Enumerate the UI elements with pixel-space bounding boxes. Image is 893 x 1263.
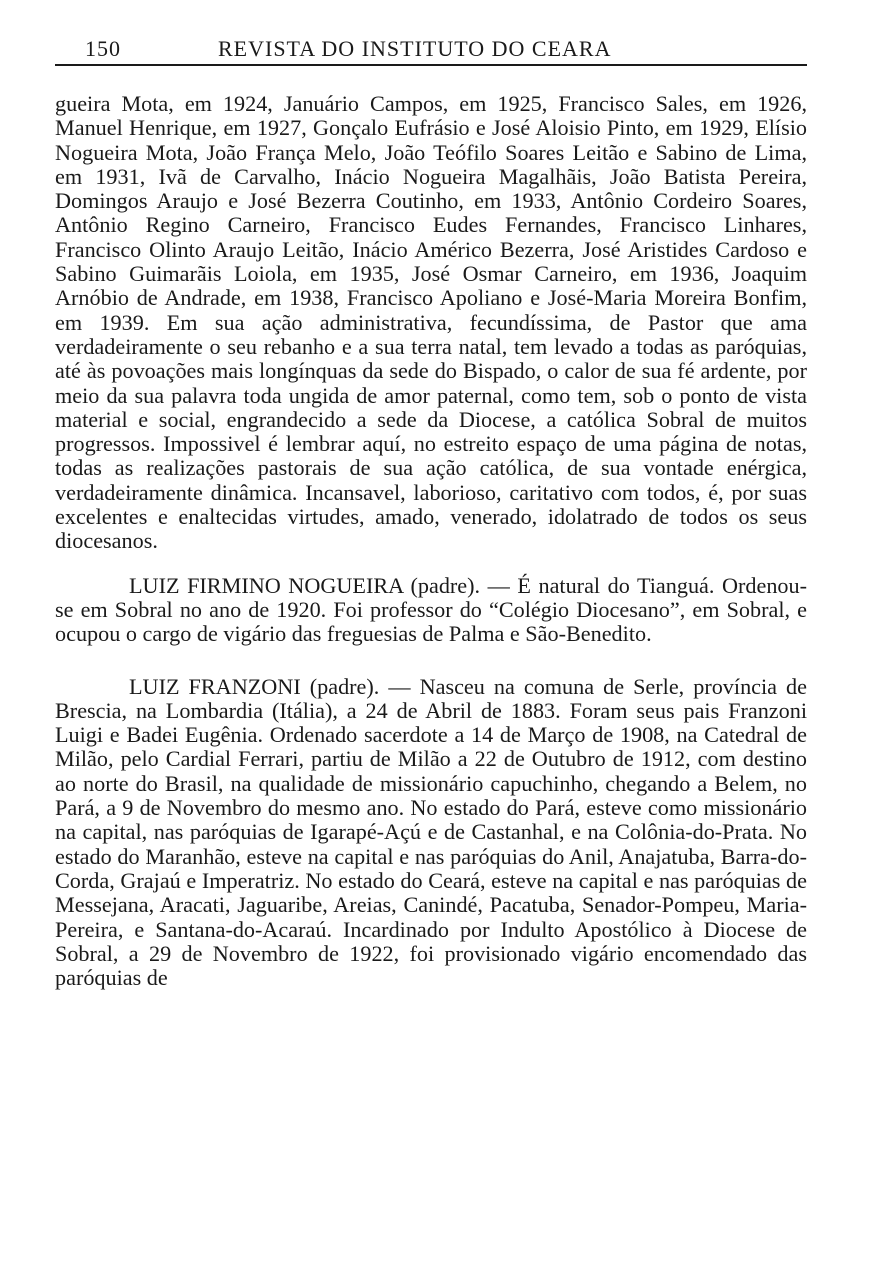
- body-text: [55, 92, 807, 990]
- page-header: [55, 28, 807, 66]
- paragraph-luiz-firmino-nogueira: LUIZ FIRMINO NOGUEIRA (padre). — É natural do Tianguá. Ordenou-se em Sobral no ano de 1920. Foi professor do “Colégio Diocesano”, em Sobral, e ocupou o cargo de vigário das freguesias de Palma e São-Benedito.: [55, 572, 807, 647]
- paragraph-luiz-franzoni: LUIZ FRANZONI (padre). — Nasceu na comuna de Serle, província de Brescia, na Lombardia (Itália), a 24 de Abril de 1883. Foram seus pais Franzoni Luigi e Badei Eugênia. Ordenado sacerdote a 14 de Março de 1908, na Catedral de Milão, pelo Cardial Ferrari, partiu de Milão a 22 de Outubro de 1912, com destino ao norte do Brasil, na qualidade de missionário capuchinho, chegando a Belem, no Pará, a 9 de Novembro do mesmo ano. No estado do Pará, esteve como missionário na capital, nas paróquias de Igarapé-Açú e de Castanhal, e na Colônia-do-Prata. No estado do Maranhão, esteve na capital e nas paróquias do Anil, Anajatuba, Barra-do-Corda, Grajaú e Imperatriz. No estado do Ceará, esteve na capital e nas paróquias de Messejana, Aracati, Jaguaribe, Areias, Canindé, Pacatuba, Senador-Pompeu, Maria-Pereira, e Santana-do-Acaraú. Incardinado por Indulto Apostólico à Diocese de Sobral, a 29 de Novembro de 1922, foi provisionado vigário encomendado das paróquias de: [55, 673, 807, 991]
- running-title: REVISTA DO INSTITUTO DO CEARA: [218, 36, 612, 61]
- book-page: [55, 28, 807, 991]
- paragraph-bishop-continuation: gueira Mota, em 1924, Januário Campos, em 1925, Francisco Sales, em 1926, Manuel Henrique, em 1927, Gonçalo Eufrásio e José Aloisio Pinto, em 1929, Elísio Nogueira Mota, João França Melo, João Teófilo Soares Leitão e Sabino de Lima, em 1931, Ivã de Carvalho, Inácio Nogueira Magalhãis, João Batista Pereira, Domingos Araujo e José Bezerra Coutinho, em 1933, Antônio Cordeiro Soares, Antônio Regino Carneiro, Francisco Eudes Fernandes, Francisco Linhares, Francisco Olinto Araujo Leitão, Inácio Américo Bezerra, José Aristides Cardoso e Sabino Guimarãis Loiola, em 1935, José Osmar Carneiro, em 1936, Joaquim Arnóbio de Andrade, em 1938, Francisco Apoliano e José-Maria Moreira Bonfim, em 1939. Em sua ação administrativa, fecundíssima, de Pastor que ama verdadeiramente o seu rebanho e a sua terra natal, tem levado a todas as paróquias, até às povoações mais longínquas da sede do Bispado, o calor de sua fé ardente, por meio da sua palavra toda ungida de amor paternal, como tem, sob o ponto de vista material e social, engrandecido a sede da Diocese, a católica Sobral de muitos progressos. Impossivel é lembrar aquí, no estreito espaço de uma página de notas, todas as realizações pastorais de sua ação católica, de sua vontade enérgica, verdadeiramente dinâmica. Incansavel, laborioso, caritativo com todos, é, por suas excelentes e enaltecidas virtudes, amado, venerado, idolatrado de todos os seus diocesanos.: [55, 91, 807, 554]
- page-number: 150: [85, 36, 121, 61]
